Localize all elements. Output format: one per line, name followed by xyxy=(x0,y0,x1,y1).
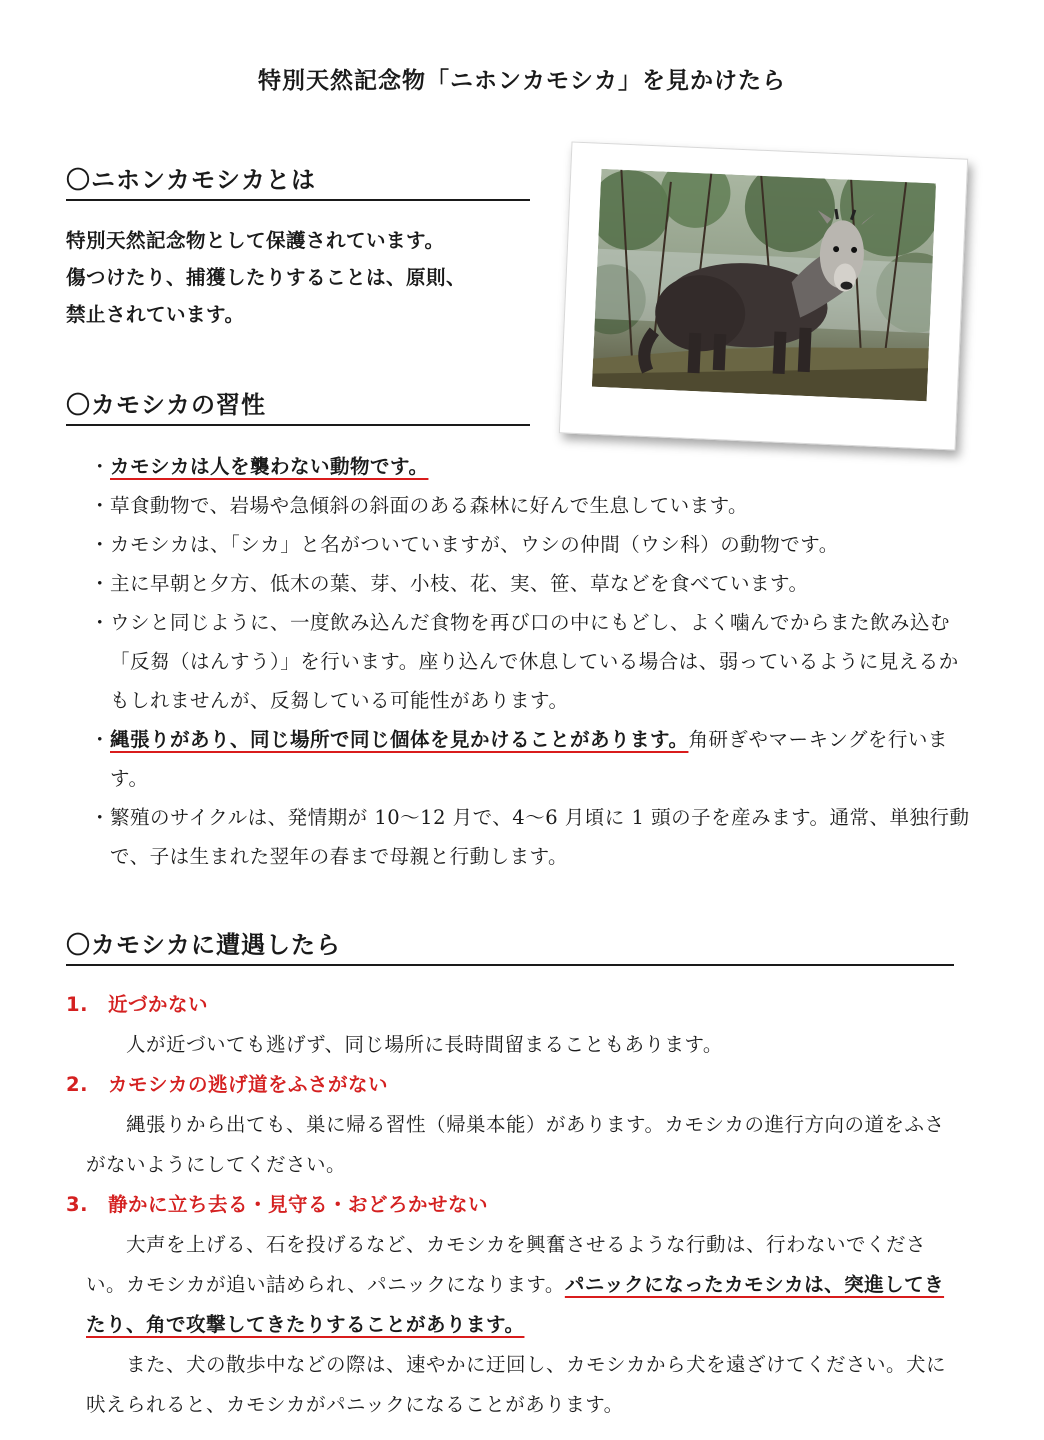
habit-text: カモシカは、「シカ」と名がついていますが、ウシの仲間（ウシ科）の動物です。 xyxy=(110,533,839,556)
bullet: ・ xyxy=(90,572,111,595)
body-text: 大声を上げる、石を投げるなど、カモシカを興奮させるような行動は、行わないでください。カモシカが追い詰められ、パニックになります。 xyxy=(86,1233,927,1296)
encounter-item-body: また、犬の散歩中などの際は、速やかに迂回し、カモシカから犬を遠ざけてください。犬に吠えられると、カモシカがパニックになることがあります。 xyxy=(86,1353,947,1416)
about-heading: 〇ニホンカモシカとは xyxy=(66,160,530,201)
habit-text: 角研ぎやマーキングを行います。 xyxy=(110,728,948,790)
bullet: ・ xyxy=(90,728,111,751)
about-line: 禁止されています。 xyxy=(66,303,245,326)
bullet: ・ xyxy=(90,611,111,634)
encounter-item-body: 縄張りから出ても、巣に帰る習性（帰巣本能）があります。カモシカの進行方向の道をふさがないようにしてください。 xyxy=(86,1113,945,1176)
page-title: 特別天然記念物「ニホンカモシカ」を見かけたら xyxy=(258,68,786,94)
serow-photo xyxy=(592,169,936,401)
encounter-item-title xyxy=(66,1065,956,1105)
list-item xyxy=(90,447,970,486)
habit-highlight: 縄張りがあり、同じ場所で同じ個体を見かけることがあります。 xyxy=(110,728,689,751)
bullet: ・ xyxy=(90,806,111,829)
encounter-item-title xyxy=(66,1185,956,1225)
item-title: 静かに立ち去る・見守る・おどろかせない xyxy=(108,1193,489,1216)
habit-text: 主に早朝と夕方、低木の葉、芽、小枝、花、実、笹、草などを食べています。 xyxy=(110,572,809,595)
about-text xyxy=(66,222,466,333)
about-line: 特別天然記念物として保護されています。 xyxy=(66,229,445,252)
encounter-heading: 〇カモシカに遭遇したら xyxy=(66,925,954,966)
body-highlight: パニックになったカモシカは、突進してきたり、角で攻撃してきたりすることがあります。 xyxy=(86,1273,945,1336)
habit-text: ウシと同じように、一度飲み込んだ食物を再び口の中にもどし、よく噛んでからまた飲み込む「反芻（はんすう）」を行います。座り込んで休息している場合は、弱っているように見えるかもしれませんが、反芻している可能性があります。 xyxy=(110,611,959,712)
list-item xyxy=(90,603,970,720)
list-item xyxy=(90,525,970,564)
item-number: 2. xyxy=(66,1073,88,1096)
habit-text: 草食動物で、岩場や急傾斜の斜面のある森林に好んで生息しています。 xyxy=(110,494,749,517)
item-number: 3. xyxy=(66,1193,88,1216)
list-item xyxy=(90,564,970,603)
serow-photo-image xyxy=(592,169,936,401)
bullet: ・ xyxy=(90,494,111,517)
photo-frame xyxy=(559,141,968,450)
bullet: ・ xyxy=(90,455,111,478)
encounter-list xyxy=(66,985,956,1425)
item-title: 近づかない xyxy=(108,993,209,1016)
habit-text: 繁殖のサイクルは、発情期が 10～12 月で、4～6 月頃に 1 頭の子を産みます。通常、単独行動で、子は生まれた翌年の春まで母親と行動します。 xyxy=(110,806,970,868)
encounter-item-body: 人が近づいても逃げず、同じ場所に長時間留まることもあります。 xyxy=(126,1033,723,1056)
list-item xyxy=(90,798,970,876)
list-item xyxy=(90,720,970,798)
item-title: カモシカの逃げ道をふさがない xyxy=(108,1073,389,1096)
bullet: ・ xyxy=(90,533,111,556)
encounter-item-title xyxy=(66,985,956,1025)
habit-highlight: カモシカは人を襲わない動物です。 xyxy=(110,455,429,478)
list-item xyxy=(90,486,970,525)
habits-heading: 〇カモシカの習性 xyxy=(66,385,530,426)
item-number: 1. xyxy=(66,993,88,1016)
habits-list xyxy=(90,447,970,876)
about-line: 傷つけたり、捕獲したりすることは、原則、 xyxy=(66,266,467,289)
encounter-item-body xyxy=(66,1225,956,1345)
